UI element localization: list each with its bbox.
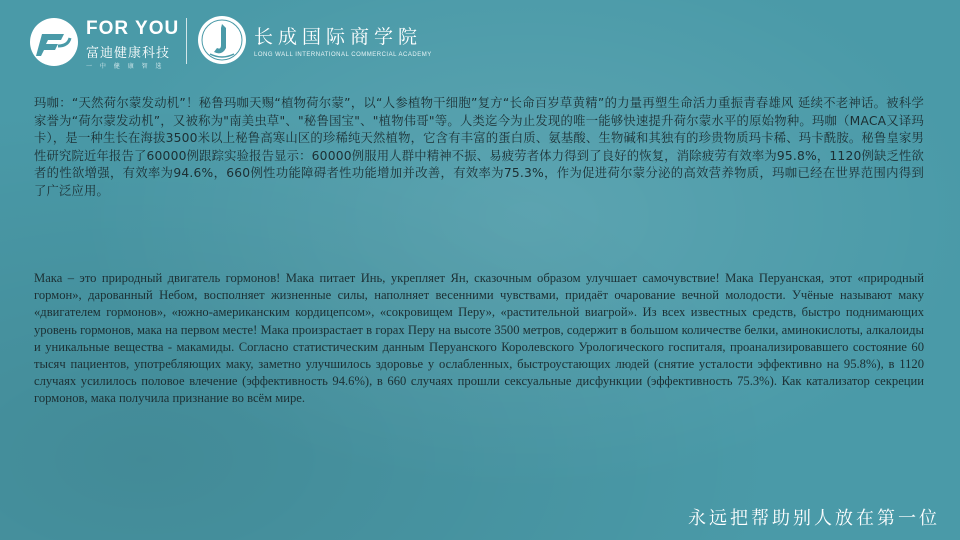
academy-logo — [196, 14, 456, 70]
logo-divider — [186, 18, 187, 64]
brand-name: FOR YOU — [86, 18, 180, 39]
academy-seal-icon — [196, 14, 248, 66]
foryou-logo-icon — [28, 16, 80, 68]
brand-name-cn: 富迪健康科技 — [86, 46, 171, 61]
foryou-logo — [28, 14, 178, 70]
academy-name-en: LONG WALL INTERNATIONAL COMMERCIAL ACADEMY — [254, 52, 432, 58]
academy-name: 长成国际商学院 — [254, 26, 423, 48]
slide-header — [0, 0, 960, 80]
brand-tagline: 一 中 健 康 智 选 — [86, 63, 165, 70]
paragraph-russian: Мака – это природный двигатель гормонов! Мака питает Инь, укрепляет Ян, сказочным образом улучшает самочувствие! Мака Перуанская, этот «природный гормон», дарованный Небом, восполняет жизненные силы, наполняет весенними чувствами, придаёт очарование вечной молодости. Учёные называют маку «двигателем гормонов», «южно-американским кордицепсом», «сокровищем Перу», «растительной виагрой». Из всех известных средств, быстро поднимающих уровень гормонов, мака на первом месте! Мака произрастает в горах Перу на высоте 3500 метров, содержит в большом количестве белки, аминокислоты, алкалоиды и уникальные вещества - макамиды. Согласно статистическим данным Перуанского Королевского Урологического госпиталя, проанализировавшего состояние 60 тысяч пациентов, употребляющих маку, заметно улучшилось здоровье у ослабленных, быстроустающих людей (снятие усталости эффективно на 95.8%), в 1120 случаях усилилось половое влечение (эффективность 94.6%), в 660 случаях прошли сексуальные дисфункции (эффективность 75.3%). Как катализатор секреции гормонов, мака получила признание во всём мире. — [34, 271, 924, 406]
paragraph-chinese: 玛咖：“天然荷尔蒙发动机”！秘鲁玛咖天赐“植物荷尔蒙”，以“人参植物干细胞”复方“长命百岁草黄精”的力量再塑生命活力重振青春雄风 延续不老神话。被科学家誉为“荷尔蒙发动机”，又被称为"南美虫草"、"秘鲁国宝"、"植物伟哥"等。人类迄今为止发现的唯一能够快速提升荷尔蒙水平的原始物种。玛咖（MACA又译玛卡），是一种生长在海拔3500米以上秘鲁高寒山区的珍稀纯天然植物，它含有丰富的蛋白质、氨基酸、生物碱和其独有的珍贵物质玛卡稀、玛卡酰胺。秘鲁皇家男性研究院近年报告了60000例跟踪实验报告显示：60000例服用人群中精神不振、易疲劳者体力得到了良好的恢复，消除疲劳有效率为95.8%，1120例缺乏性欲者的性欲增强，有效率为94.6%，660例性功能障碍者性功能增加并改善，有效率为75.3%，作为促进荷尔蒙分泌的高效营养物质，玛咖已经在世界范围内得到了广泛应用。 — [34, 96, 924, 198]
footer-slogan: 永远把帮助别人放在第一位 — [688, 508, 940, 529]
